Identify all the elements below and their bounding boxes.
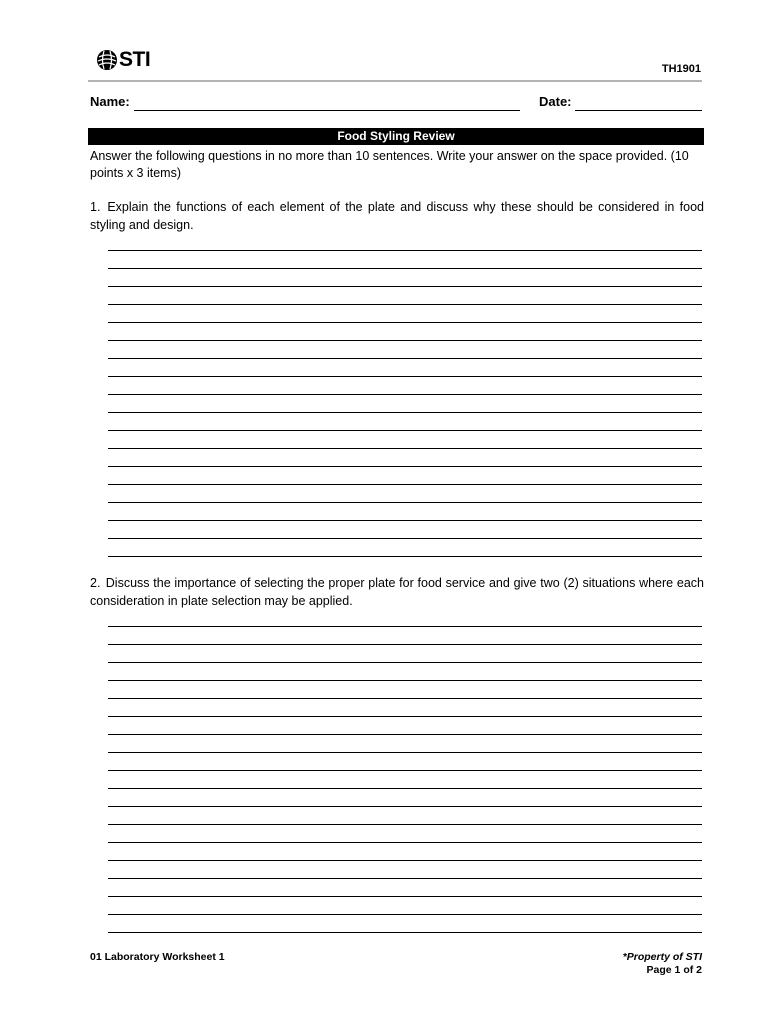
logo-text: STI [119,48,151,71]
answer-line[interactable] [108,412,702,413]
answer-line[interactable] [108,914,702,915]
answer-line[interactable] [108,788,702,789]
answer-line[interactable] [108,250,702,251]
answer-line[interactable] [108,502,702,503]
answer-line[interactable] [108,698,702,699]
answer-line[interactable] [108,716,702,717]
question-2 [90,574,704,610]
answer-line[interactable] [108,878,702,879]
date-field[interactable] [575,110,702,111]
answer-line[interactable] [108,322,702,323]
answer-line[interactable] [108,340,702,341]
answer-line[interactable] [108,394,702,395]
answer-line[interactable] [108,896,702,897]
header-divider [88,80,702,82]
name-field[interactable] [134,110,520,111]
footer-page-number: Page 1 of 2 [646,964,702,976]
instructions: Answer the following questions in no more than 10 sentences. Write your answer on the space provided. (10 points x 3 items) [90,149,689,180]
answer-line[interactable] [108,770,702,771]
answer-line[interactable] [108,556,702,557]
question-number: 1. [90,200,101,214]
answer-line[interactable] [108,806,702,807]
answer-line[interactable] [108,752,702,753]
globe-icon [96,49,118,71]
footer-worksheet: 01 Laboratory Worksheet 1 [90,951,225,963]
answer-line[interactable] [108,842,702,843]
answer-line[interactable] [108,932,702,933]
answer-line[interactable] [108,448,702,449]
footer-right [623,951,702,977]
answer-line[interactable] [108,304,702,305]
answer-line[interactable] [108,430,702,431]
answer-line[interactable] [108,824,702,825]
answer-line[interactable] [108,860,702,861]
answer-line[interactable] [108,466,702,467]
name-label: Name: [90,94,130,109]
answer-line[interactable] [108,662,702,663]
answer-line[interactable] [108,520,702,521]
question-text: Discuss the importance of selecting the proper plate for food service and give two (2) situations where each consideration in plate selection may be applied. [90,576,704,608]
page-title: Food Styling Review [88,128,704,145]
footer-property: *Property of STI [622,951,702,963]
answer-line[interactable] [108,680,702,681]
document-code: TH1901 [661,63,701,75]
question-text: Explain the functions of each element of the plate and discuss why these should be considered in food styling and design. [90,200,704,232]
answer-line[interactable] [108,484,702,485]
answer-line[interactable] [108,626,702,627]
answer-line[interactable] [108,538,702,539]
answer-line[interactable] [108,358,702,359]
answer-line[interactable] [108,376,702,377]
question-1 [90,198,704,234]
date-label: Date: [539,94,572,109]
answer-line[interactable] [108,286,702,287]
answer-line[interactable] [108,268,702,269]
answer-line[interactable] [108,644,702,645]
answer-line[interactable] [108,734,702,735]
question-number: 2. [90,576,101,590]
sti-logo [96,48,150,72]
